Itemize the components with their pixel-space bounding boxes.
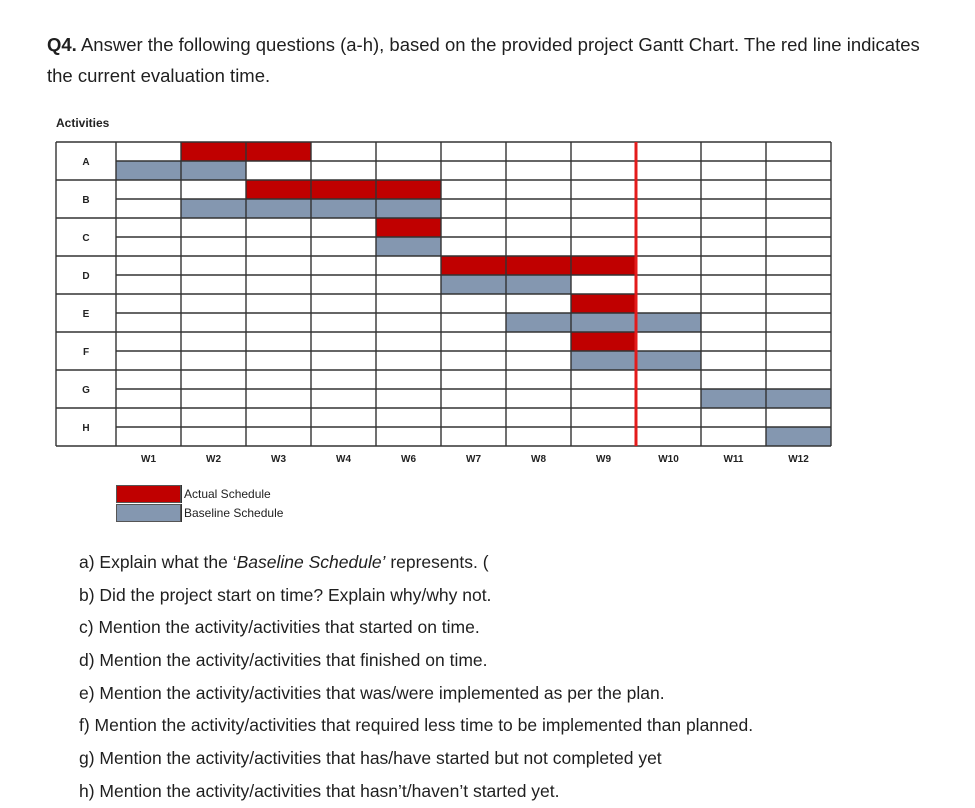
legend-label-actual: Actual Schedule (181, 485, 271, 503)
question-b: b) Did the project start on time? Explain why/why not. (79, 584, 492, 605)
activity-label-d: D (82, 271, 90, 282)
activities-axis-label: Activities (56, 116, 110, 130)
question-d: d) Mention the activity/activities that finished on time. (79, 650, 488, 671)
activity-label-c: C (82, 233, 90, 244)
activity-label-g: G (82, 385, 90, 396)
baseline-bar-h (766, 427, 831, 446)
question-f: f) Mention the activity/activities that required less time to be implemented than planned. (79, 715, 754, 736)
actual-bar-f (571, 332, 636, 351)
question-e: e) Mention the activity/activities that was/were implemented as per the plan. (79, 682, 665, 703)
activity-label-a: A (82, 157, 90, 168)
legend-label-baseline: Baseline Schedule (181, 504, 283, 522)
baseline-bar-e (506, 313, 701, 332)
activity-label-e: E (82, 309, 90, 320)
week-label-w6: W6 (401, 454, 416, 465)
actual-bar-b (246, 180, 441, 199)
week-label-w2: W2 (206, 454, 221, 465)
chart-legend (116, 484, 283, 522)
week-label-w4: W4 (336, 454, 351, 465)
question-list (79, 546, 959, 808)
week-label-w8: W8 (531, 454, 546, 465)
week-label-w7: W7 (466, 454, 481, 465)
week-label-w9: W9 (596, 454, 611, 465)
week-label-w12: W12 (788, 454, 809, 465)
activity-label-f: F (82, 347, 90, 358)
baseline-bar-c (376, 237, 441, 256)
legend-item-actual (116, 484, 283, 503)
week-label-w11: W11 (723, 454, 744, 465)
question-g: g) Mention the activity/activities that has/have started but not completed yet (79, 748, 662, 769)
legend-item-baseline (116, 503, 283, 522)
week-label-w1: W1 (141, 454, 156, 465)
week-label-w3: W3 (271, 454, 286, 465)
legend-swatch-baseline (116, 504, 181, 522)
activity-label-h: H (82, 423, 90, 434)
question-number: Q4. (47, 34, 77, 55)
week-label-w10: W10 (658, 454, 679, 465)
question-a: a) Explain what the ‘Baseline Schedule’ represents. ( (79, 552, 489, 572)
question-h: h) Mention the activity/activities that hasn’t/haven’t started yet. (79, 780, 560, 801)
question-c: c) Mention the activity/activities that started on time. (79, 617, 480, 638)
actual-bar-d (441, 256, 636, 275)
activity-label-b: B (82, 195, 90, 206)
question-text-line1: Answer the following questions (a-h), based on the provided project Gantt Chart. The red line indicates (80, 34, 920, 55)
question-text-line2: the current evaluation time. (47, 65, 271, 86)
actual-bar-c (376, 218, 441, 237)
actual-bar-e (571, 294, 636, 313)
legend-swatch-actual (116, 485, 181, 503)
